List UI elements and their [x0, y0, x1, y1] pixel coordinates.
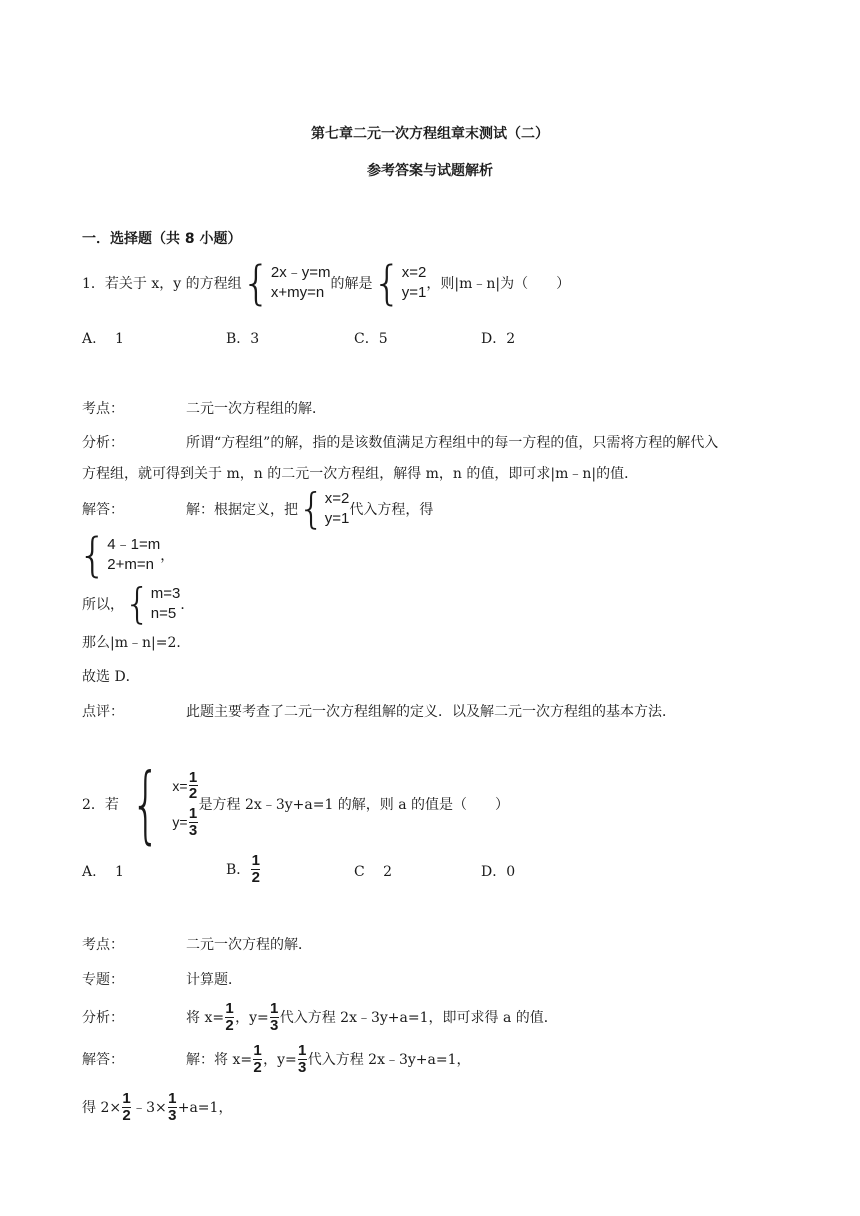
fraction-numerator: 1: [270, 999, 279, 1017]
q1-option-b: B．3: [226, 331, 260, 347]
solution-system-2: [119, 755, 199, 853]
fraction-numerator: 1: [253, 1041, 262, 1059]
brace-icon: {: [124, 579, 151, 628]
jieda-text-end: 代入方程，得: [349, 502, 434, 518]
fraction-third: [270, 1001, 279, 1034]
q2-y-eq: y=: [172, 814, 188, 831]
jieda-c: 代入方程 2x﹣3y+a=1，: [307, 1052, 471, 1068]
q2-stem-end: 是方程 2x﹣3y+a=1 的解，则 a 的值是（ ）: [198, 797, 510, 813]
fenxi-label: 分析：: [82, 1010, 124, 1026]
fraction-denominator: 3: [298, 1058, 307, 1076]
fraction-denominator: 2: [253, 1058, 262, 1076]
suoyi-text: 所以，: [82, 597, 124, 613]
q2-option-a: A. 1: [82, 864, 124, 880]
de-c: +a=1，: [177, 1100, 233, 1116]
fenxi-c: 代入方程 2x﹣3y+a=1，即可求得 a 的值．: [279, 1010, 558, 1026]
substitution-system: [298, 484, 350, 533]
q1-stem-start: 1．若关于 x，y 的方程组: [82, 276, 242, 292]
option-b-fraction: [251, 853, 260, 886]
fenxi-label: 分析：: [82, 435, 124, 451]
q1-fenxi-line2: 方程组，就可得到关于 m，n 的二元一次方程组，解得 m，n 的值，即可求|m﹣n|的值．: [82, 466, 639, 482]
fraction-numerator: 1: [168, 1089, 177, 1107]
dianping-label: 点评：: [82, 704, 124, 720]
fraction-numerator: 1: [122, 1089, 131, 1107]
kaodian-label: 考点：: [82, 401, 124, 417]
jieda-label: 解答：: [82, 1052, 124, 1068]
fraction-numerator: 1: [225, 999, 234, 1017]
brace-icon: {: [372, 256, 402, 310]
fraction-denominator: 2: [225, 1016, 234, 1034]
q1-suoyi: [82, 579, 195, 628]
fenxi-b: ，y=: [235, 1010, 269, 1026]
document-subtitle: 参考答案与试题解析: [367, 163, 493, 179]
question-1-stem: [82, 258, 570, 308]
jieda-b: ，y=: [263, 1052, 297, 1068]
de-b: ﹣3×: [132, 1100, 167, 1116]
q2-jieda: [82, 1036, 471, 1082]
fraction-numerator: 1: [251, 851, 260, 869]
zhuanti-text: 计算题．: [186, 972, 242, 988]
section-heading: 一．选择题（共 8 小题）: [82, 231, 242, 247]
q2-fenxi: [82, 994, 558, 1040]
q1-dianping: [82, 701, 676, 721]
sys4-line1: m=3: [150, 584, 181, 602]
fraction-denominator: 2: [188, 785, 198, 803]
fraction-x: [189, 770, 198, 803]
q1-jieda: [82, 484, 434, 533]
document-title: 第七章二元一次方程组章末测试（二）: [311, 126, 549, 142]
q2-option-b: [226, 846, 261, 892]
sys2-line2: y=1: [401, 284, 427, 301]
equation-system-1: [241, 256, 331, 310]
fraction-third: [298, 1043, 307, 1076]
sys2-line1: x=2: [401, 263, 427, 281]
q2-de-line: [82, 1084, 232, 1130]
fenxi-text-1: 所谓“方程组”的解，指的是该数值满足方程组中的每一方程的值，只需将方程的解代入: [186, 435, 719, 451]
sys3-line1: 4﹣1=m: [107, 535, 161, 553]
sys3-line2: 2+m=n: [107, 556, 154, 573]
kaodian-text: 二元一次方程的解．: [186, 937, 312, 953]
jieda-label: 解答：: [82, 502, 124, 518]
question-2-stem: [82, 755, 510, 853]
dianping-text: 此题主要考查了二元一次方程组解的定义．以及解二元一次方程组的基本方法．: [186, 704, 676, 720]
q1-guxuan: 故选 D．: [82, 669, 140, 685]
q1-option-d: D．2: [481, 331, 516, 347]
q1-nameme: 那么|m﹣n|=2．: [82, 635, 191, 651]
fraction-denominator: 2: [251, 868, 260, 886]
fraction-third: [168, 1091, 177, 1124]
q2-stem-start: 2．若: [82, 797, 119, 813]
sys1-line1: 2x﹣y=m: [270, 263, 331, 281]
fraction-denominator: 3: [270, 1016, 279, 1034]
brace-icon: {: [298, 484, 325, 533]
q1-stem-mid: 的解是: [330, 276, 373, 292]
zhuanti-label: 专题：: [82, 972, 124, 988]
q2-x-eq: x=: [172, 777, 188, 794]
q2-zhuanti: [82, 969, 242, 989]
q1-stem-end: ，则|m﹣n|为（ ）: [426, 276, 571, 292]
q1-system-3: [78, 530, 174, 580]
jieda-text-start: 解：根据定义，把: [186, 502, 298, 518]
fraction-half: [253, 1043, 262, 1076]
fraction-denominator: 3: [188, 821, 198, 839]
q1-option-c: C．5: [354, 331, 388, 347]
fraction-half: [122, 1091, 131, 1124]
kaodian-label: 考点：: [82, 937, 124, 953]
fraction-denominator: 2: [122, 1106, 131, 1124]
fraction-numerator: 1: [298, 1041, 307, 1059]
sys3-tail: ，: [160, 548, 175, 564]
brace-icon: {: [241, 256, 271, 310]
solution-system-1: [372, 256, 427, 310]
q1-fenxi: [82, 432, 718, 452]
brace-icon: {: [130, 755, 161, 853]
jieda-sys-line2: y=1: [324, 510, 350, 527]
fraction-numerator: 1: [188, 768, 198, 786]
q1-option-a: A. 1: [82, 331, 124, 347]
q1-kaodian: [82, 398, 326, 418]
q2-kaodian: [82, 934, 312, 954]
fraction-y: [189, 806, 198, 839]
sys1-line2: x+my=n: [270, 284, 325, 301]
sys4-line2: n=5: [150, 605, 177, 622]
fraction-half: [225, 1001, 234, 1034]
jieda-sys-line1: x=2: [324, 489, 350, 507]
jieda-a: 解：将 x=: [186, 1052, 253, 1068]
fraction-numerator: 1: [188, 805, 198, 822]
q2-option-d: D．0: [481, 864, 516, 880]
fenxi-a: 将 x=: [186, 1010, 225, 1026]
kaodian-text: 二元一次方程组的解．: [186, 401, 326, 417]
q2-option-b-label: B．: [226, 862, 251, 878]
q2-option-c: C 2: [354, 864, 393, 880]
de-a: 得 2×: [82, 1100, 122, 1116]
brace-icon: {: [78, 528, 108, 582]
sys4-tail: ．: [180, 597, 195, 613]
fraction-denominator: 3: [168, 1106, 177, 1124]
